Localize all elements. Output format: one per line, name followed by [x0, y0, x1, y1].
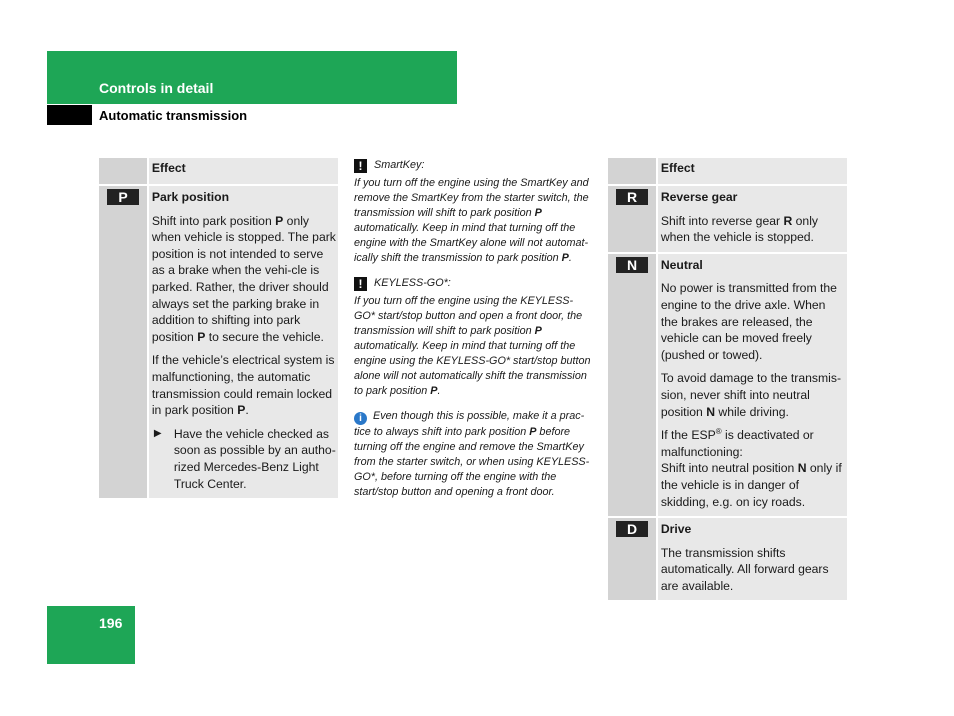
paragraph: If the ESP® is deactivated or malfunctioning: Shift into neutral position N only if the vehicle is in danger of skidding, e.g. on icy roads. [660, 427, 842, 509]
gear-r-badge: R [616, 189, 648, 205]
gear-label: Neutral [660, 257, 703, 272]
gear-d-badge: D [616, 521, 648, 537]
effect-header: Effect [660, 161, 695, 175]
gear-n-badge: N [616, 257, 648, 273]
header-bar [47, 51, 457, 104]
gear-label: Drive [660, 522, 692, 537]
gear-p-badge: P [107, 189, 139, 205]
paragraph: No power is transmitted from the engine to the drive axle. When the brakes are released, the vehicle can be moved freely (pushed or towed). [660, 281, 837, 362]
warning-icon: ! [354, 159, 367, 173]
table-header-row [608, 158, 847, 186]
effect-header: Effect [151, 161, 186, 175]
subsection-title: Automatic transmission [99, 108, 248, 123]
bullet-item: ▶ Have the vehicle checked as soon as possible by an autho-rized Mercedes-Benz Light Truck Center. [153, 426, 336, 491]
section-title: Controls in detail [99, 80, 214, 96]
paragraph: To avoid damage to the transmis-sion, never shift into neutral position N while driving. [660, 371, 842, 419]
subsection-marker [47, 105, 92, 125]
gear-label: Reverse gear [660, 190, 738, 204]
info-note: i Even though this is possible, make it a prac-tice to always shift into park position P before turning off the engine and remove the SmartKey from the starter switch, or when using KEYLESS-GO*, before turning off the engine with the start/stop button and opening a front door. [354, 410, 590, 498]
gear-positions-table [608, 158, 847, 602]
table-row [99, 186, 338, 500]
paragraph: Shift into park position P only when vehicle is stopped. The park position is not intended to serve as a brake when the vehi-cle is parked. Rather, the driver should always set the parking brake in addition to shifting into park position P to secure the vehicle. [151, 213, 336, 344]
note-heading: ! KEYLESS-GO*: [354, 276, 594, 291]
warning-icon: ! [354, 277, 367, 291]
gear-label: Park position [151, 190, 230, 204]
notes-column [354, 158, 594, 510]
park-position-table [99, 158, 338, 500]
paragraph: Shift into reverse gear R only when the vehicle is stopped. [660, 213, 819, 245]
table-header-row [99, 158, 338, 186]
info-icon: i [354, 412, 367, 425]
table-row [608, 186, 847, 254]
triangle-bullet-icon: ▶ [153, 427, 162, 439]
paragraph: The transmission shifts automatically. All forward gears are available. [660, 545, 829, 593]
paragraph: If the vehicle’s electrical system is malfunctioning, the automatic transmission could remain locked in park position P. [151, 353, 335, 418]
table-row [608, 518, 847, 602]
note-heading: ! SmartKey: [354, 158, 594, 173]
note-text: If you turn off the engine using the SmartKey and remove the SmartKey from the starter switch, the transmission will shift to park position P automatically. Keep in mind that turning off the engine with the SmartKey alone will not automat-ically shift the transmission to park position P. [354, 177, 589, 264]
note-text: If you turn off the engine using the KEYLESS-GO* start/stop button and open a front door, the transmission will shift to park position P automatically. Keep in mind that turning off the engine using the KEYLESS-GO* start/stop button alone will not automatically shift the transmission to park position P. [354, 295, 591, 397]
table-row [608, 254, 847, 518]
page-number: 196 [99, 615, 123, 631]
